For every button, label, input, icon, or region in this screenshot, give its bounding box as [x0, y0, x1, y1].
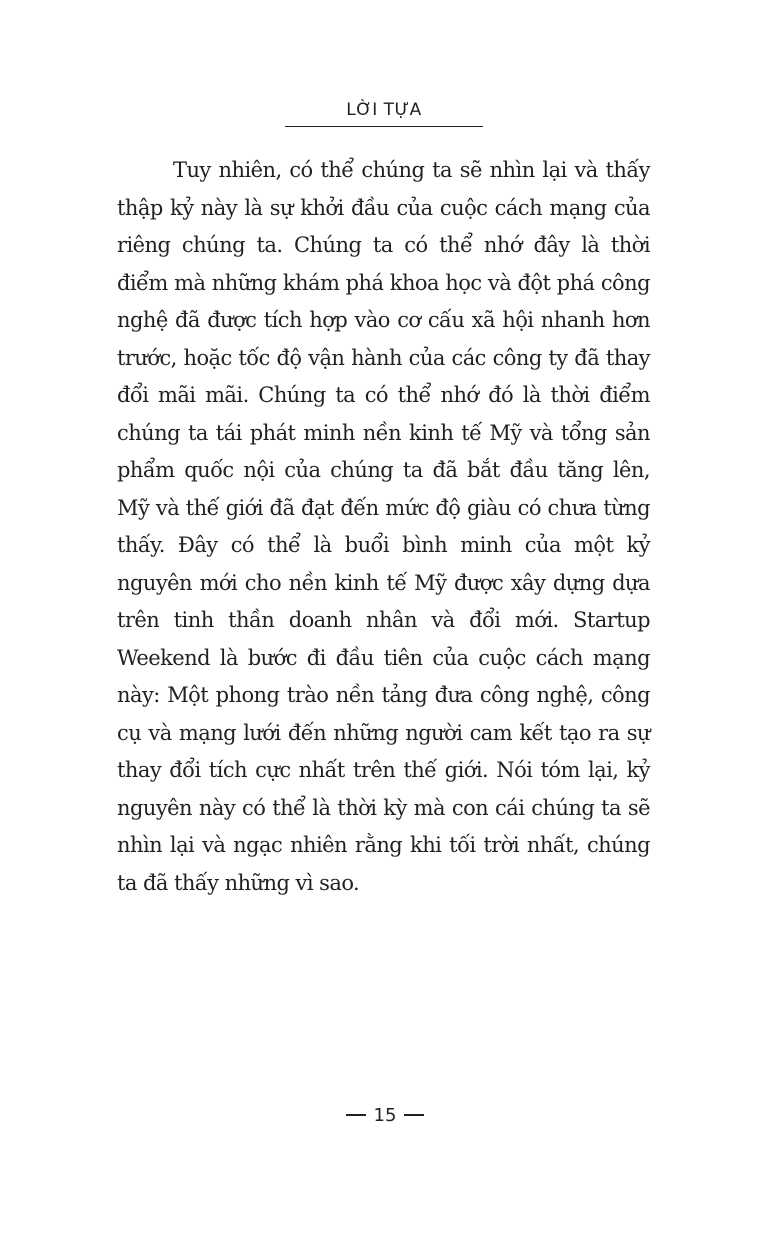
left-dash [346, 1114, 366, 1116]
body-paragraph: Tuy nhiên, có thể chúng ta sẽ nhìn lại và thấy thập kỷ này là sự khởi đầu của cuộc cách mạng của riêng chúng ta. Chúng ta có thể nhớ đây là thời điểm mà những khám phá khoa học và đột phá công nghệ đã được tích hợp vào cơ cấu xã hội nhanh hơn trước, hoặc tốc độ vận hành của các công ty đã thay đổi mãi mãi. Chúng ta có thể nhớ đó là thời điểm chúng ta tái phát minh nền kinh tế Mỹ và tổng sản phẩm quốc nội của chúng ta đã bắt đầu tăng lên, Mỹ và thế giới đã đạt đến mức độ giàu có chưa từng thấy. Đây có thể là buổi bình minh của một kỷ nguyên mới cho nền kinh tế Mỹ được xây dựng dựa trên tinh thần doanh nhân và đổi mới. Startup Weekend là bước đi đầu tiên của cuộc cách mạng này: Một phong trào nền tảng đưa công nghệ, công cụ và mạng lưới đến những người cam kết tạo ra sự thay đổi tích cực nhất trên thế giới. Nói tóm lại, kỷ nguyên này có thể là thời kỳ mà con cái chúng ta sẽ nhìn lại và ngạc nhiên rằng khi tối trời nhất, chúng ta đã thấy những vì sao. [117, 158, 650, 895]
right-dash [404, 1114, 424, 1116]
page-number-footer [290, 1102, 480, 1130]
page-number: 15 [373, 1105, 397, 1126]
running-header: LỜI TỰA [346, 100, 422, 120]
header-rule [285, 126, 483, 127]
